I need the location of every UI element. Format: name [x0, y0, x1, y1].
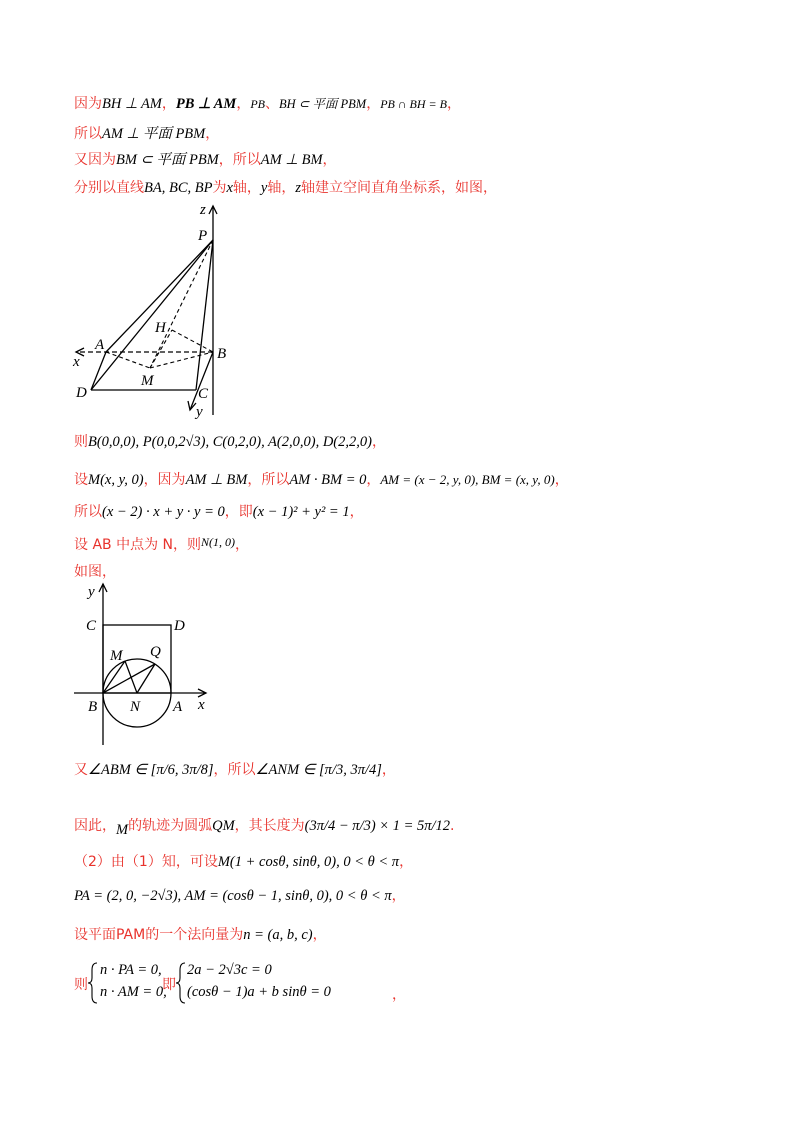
text: . — [450, 818, 455, 834]
text: 又因为 — [74, 152, 116, 168]
edge-PM — [150, 240, 213, 368]
formula: M(x, y, 0) — [88, 472, 144, 488]
text-line-11 — [74, 816, 455, 840]
text: 即 — [162, 977, 176, 993]
edge-MB — [150, 352, 213, 368]
text-line-8 — [74, 532, 249, 555]
edge-PC — [196, 240, 213, 390]
text-line-4 — [74, 178, 497, 198]
formula: QM — [212, 818, 235, 834]
label-x: x — [198, 697, 205, 713]
label-y: y — [196, 404, 203, 420]
formula: AM = (x − 2, y, 0), BM = (x, y, 0) — [380, 472, 555, 487]
formula: PB — [250, 97, 265, 111]
text: ， — [392, 987, 406, 1003]
text-line-5 — [74, 432, 386, 452]
label-H: H — [155, 320, 166, 336]
formula: N(1, 0) — [201, 535, 236, 549]
text: 因为 — [74, 96, 102, 112]
text: 设平面PAM的一个法向量为 — [74, 927, 244, 943]
text: 所以 — [74, 126, 102, 142]
brace-1 — [88, 962, 98, 1004]
edge-AM — [106, 352, 150, 368]
text-line-3 — [74, 150, 337, 170]
text: 所以 — [74, 504, 102, 520]
label-D: D — [76, 385, 87, 401]
formula: M — [116, 822, 129, 838]
text: ，其长度为 — [234, 818, 305, 834]
formula: BH ⊂ 平面 PBM — [279, 97, 367, 111]
text-line-6 — [74, 470, 569, 490]
circle-figure — [70, 580, 220, 750]
edge-HB — [172, 330, 213, 352]
text: ，所以 — [247, 472, 290, 488]
text-line-7 — [74, 502, 364, 522]
formula: ∠ANM ∈ [π/3, 3π/4] — [255, 762, 382, 778]
label-N: N — [130, 699, 141, 715]
label-M: M — [110, 648, 123, 664]
text: ， — [322, 152, 337, 168]
text: 则 — [74, 977, 88, 993]
text: 分别以直线 — [74, 180, 144, 196]
text: ， — [391, 888, 406, 904]
formula: (cosθ − 1)a + b sinθ = 0 — [187, 984, 331, 1000]
text: 轴， — [232, 180, 261, 196]
text: 、 — [265, 96, 279, 112]
formula: ∠ABM ∈ [π/6, 3π/8] — [88, 762, 214, 778]
label-C: C — [198, 386, 209, 402]
text: ， — [205, 126, 220, 142]
text: ， — [366, 472, 381, 488]
formula: AM ⊥ BM — [185, 472, 248, 488]
formula: B(0,0,0), P(0,0,2√3), C(0,2,0), A(2,0,0), D(2,2,0) — [88, 434, 372, 450]
label-Q: Q — [150, 644, 161, 660]
formula: AM · BM = 0 — [289, 472, 367, 488]
text: 如图， — [74, 564, 116, 580]
text: ， — [312, 927, 327, 943]
formula: y — [260, 180, 268, 196]
text-line-15 — [74, 960, 474, 1006]
text-line-1 — [74, 94, 461, 114]
label-D: D — [174, 618, 185, 634]
formula: (x − 1)² + y² = 1 — [252, 504, 350, 520]
text: 为 — [212, 180, 227, 196]
text-line-10 — [74, 760, 396, 780]
edge-AD — [91, 352, 106, 390]
text: ， — [371, 434, 386, 450]
text: ， — [381, 762, 396, 778]
formula: M(1 + cosθ, sinθ, 0), 0 < θ < π — [217, 854, 400, 870]
text: 设 — [74, 472, 88, 488]
text: 设 AB 中点为 N，则 — [74, 537, 202, 553]
label-M: M — [141, 373, 154, 389]
seg-BQ — [103, 664, 155, 693]
text: ， — [554, 472, 569, 488]
text: ，所以 — [218, 152, 261, 168]
text-line-14 — [74, 925, 327, 945]
text: 的轨迹为圆弧 — [128, 818, 213, 834]
formula: x — [226, 180, 233, 196]
text: ， — [446, 96, 461, 112]
text: 轴， — [267, 180, 296, 196]
text: 则 — [74, 434, 88, 450]
text: 轴建立空间直角坐标系，如图， — [301, 180, 497, 196]
text: ， — [235, 537, 250, 553]
text: ， — [236, 96, 251, 112]
formula: PB ⊥ AM — [175, 96, 237, 112]
label-B: B — [217, 346, 227, 362]
formula: 2a − 2√3c = 0 — [187, 962, 272, 978]
label-C: C — [86, 618, 97, 634]
text: ， — [366, 96, 381, 112]
label-A: A — [95, 337, 105, 353]
text: ，所以 — [213, 762, 256, 778]
label-y: y — [88, 584, 95, 600]
text: ， — [161, 96, 176, 112]
label-B: B — [88, 699, 98, 715]
text-line-2 — [74, 124, 219, 144]
formula: (x − 2) · x + y · y = 0 — [102, 504, 225, 520]
text-line-9 — [74, 562, 116, 582]
label-P: P — [198, 228, 208, 244]
formula: BA, BC, BP — [144, 180, 213, 196]
label-A: A — [173, 699, 183, 715]
text: ，因为 — [143, 472, 186, 488]
text: （2）由（1）知，可设 — [74, 854, 218, 870]
formula: n = (a, b, c) — [243, 927, 313, 943]
brace-2 — [176, 962, 186, 1004]
text: ， — [399, 854, 414, 870]
text: ， — [349, 504, 364, 520]
text: 又 — [74, 762, 88, 778]
formula: BM ⊂ 平面 PBM — [116, 152, 219, 168]
pyramid-figure — [68, 196, 248, 422]
text: 因此， — [74, 818, 116, 834]
label-z: z — [200, 202, 206, 218]
text-line-13 — [74, 886, 406, 906]
formula: z — [295, 180, 301, 196]
formula: n · PA = 0, — [100, 962, 162, 978]
formula: AM ⊥ 平面 PBM — [102, 126, 206, 142]
formula: PB ∩ BH = B — [380, 97, 447, 111]
formula: PA = (2, 0, −2√3), AM = (cosθ − 1, sinθ, 0), 0 < θ < π — [74, 888, 392, 904]
text: ，即 — [224, 504, 253, 520]
formula: n · AM = 0, — [100, 984, 167, 1000]
formula: AM ⊥ BM — [260, 152, 323, 168]
formula: (3π/4 − π/3) × 1 = 5π/12 — [304, 818, 451, 834]
label-x: x — [73, 354, 80, 370]
text-line-12 — [74, 852, 413, 872]
formula: BH ⊥ AM — [102, 96, 162, 112]
